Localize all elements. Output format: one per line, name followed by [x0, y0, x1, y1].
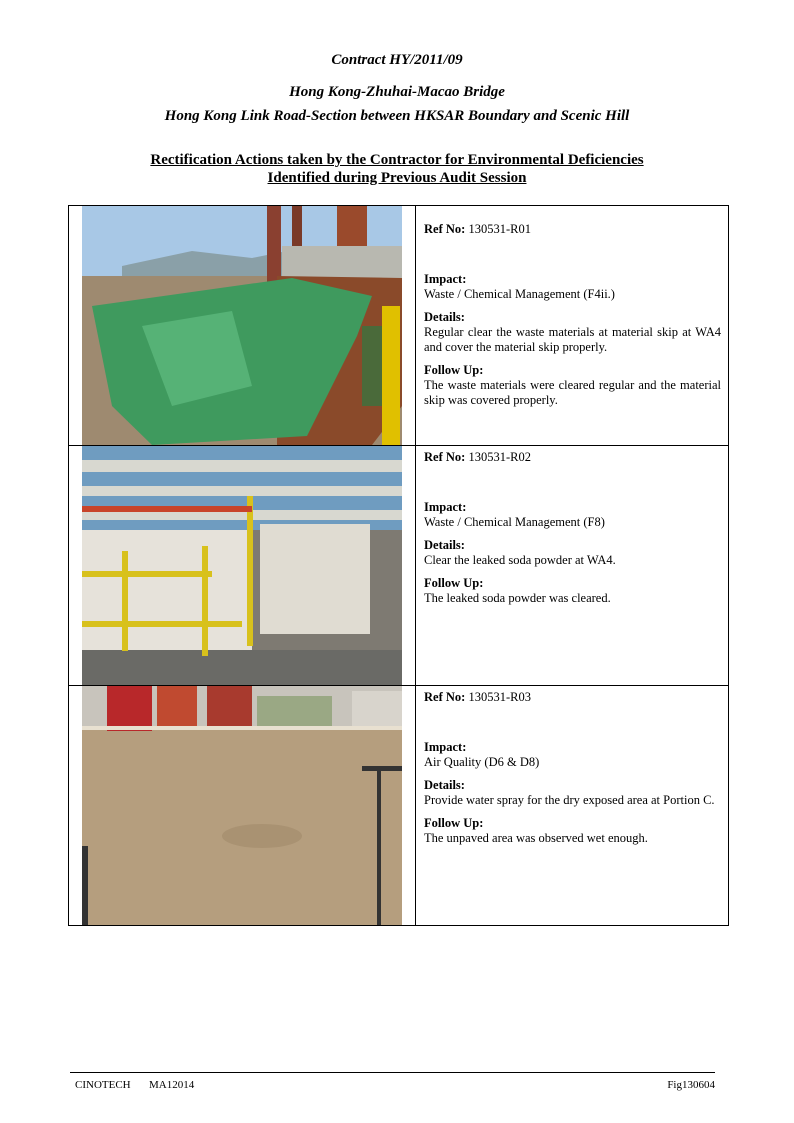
impact-text: Waste / Chemical Management (F8) — [424, 515, 605, 529]
record-info — [416, 686, 729, 926]
follow-up-label: Follow Up: — [424, 816, 484, 830]
photo-cell — [69, 206, 416, 446]
contract-number: Contract HY/2011/09 — [331, 52, 463, 68]
ref-number: 130531-R03 — [468, 690, 531, 704]
follow-up-label: Follow Up: — [424, 363, 484, 377]
project-name: Hong Kong-Zhuhai-Macao Bridge — [289, 84, 505, 100]
impact-label: Impact: — [424, 500, 467, 514]
photo-material-skip — [82, 206, 402, 445]
photo-cell — [69, 446, 416, 686]
rectification-table — [68, 205, 729, 926]
impact-label: Impact: — [424, 272, 467, 286]
details-label: Details: — [424, 538, 465, 552]
follow-up-text: The leaked soda powder was cleared. — [424, 591, 611, 605]
follow-up-text: The unpaved area was observed wet enough. — [424, 831, 648, 845]
ref-label: Ref No: — [424, 222, 466, 236]
details-text: Regular clear the waste materials at material skip at WA4 and cover the material skip properly. — [424, 325, 721, 354]
details-label: Details: — [424, 778, 465, 792]
footer-figure-number: Fig130604 — [667, 1079, 715, 1091]
table-row — [69, 686, 729, 926]
ref-label: Ref No: — [424, 450, 466, 464]
impact-text: Air Quality (D6 & D8) — [424, 755, 540, 769]
photo-soda-powder — [82, 446, 402, 685]
follow-up-text: The waste materials were cleared regular and the material skip was covered properly. — [424, 378, 721, 407]
details-text: Clear the leaked soda powder at WA4. — [424, 553, 616, 567]
record-info — [416, 206, 729, 446]
footer-company: CINOTECH — [75, 1079, 131, 1091]
follow-up-label: Follow Up: — [424, 576, 484, 590]
table-row — [69, 446, 729, 686]
page-title-line1: Rectification Actions taken by the Contractor for Environmental Deficiencies — [150, 152, 644, 168]
footer-doc-number: MA12014 — [149, 1079, 195, 1091]
photo-unpaved-area — [82, 686, 402, 925]
record-info — [416, 446, 729, 686]
ref-number: 130531-R01 — [468, 222, 531, 236]
ref-label: Ref No: — [424, 690, 466, 704]
impact-text: Waste / Chemical Management (F4ii.) — [424, 287, 615, 301]
details-text: Provide water spray for the dry exposed area at Portion C. — [424, 793, 715, 807]
photo-cell — [69, 686, 416, 926]
page-title-line2: Identified during Previous Audit Session — [267, 170, 527, 186]
table-row — [69, 206, 729, 446]
ref-number: 130531-R02 — [468, 450, 531, 464]
impact-label: Impact: — [424, 740, 467, 754]
details-label: Details: — [424, 310, 465, 324]
section-name: Hong Kong Link Road-Section between HKSAR Boundary and Scenic Hill — [164, 108, 630, 124]
footer-divider — [70, 1072, 715, 1073]
